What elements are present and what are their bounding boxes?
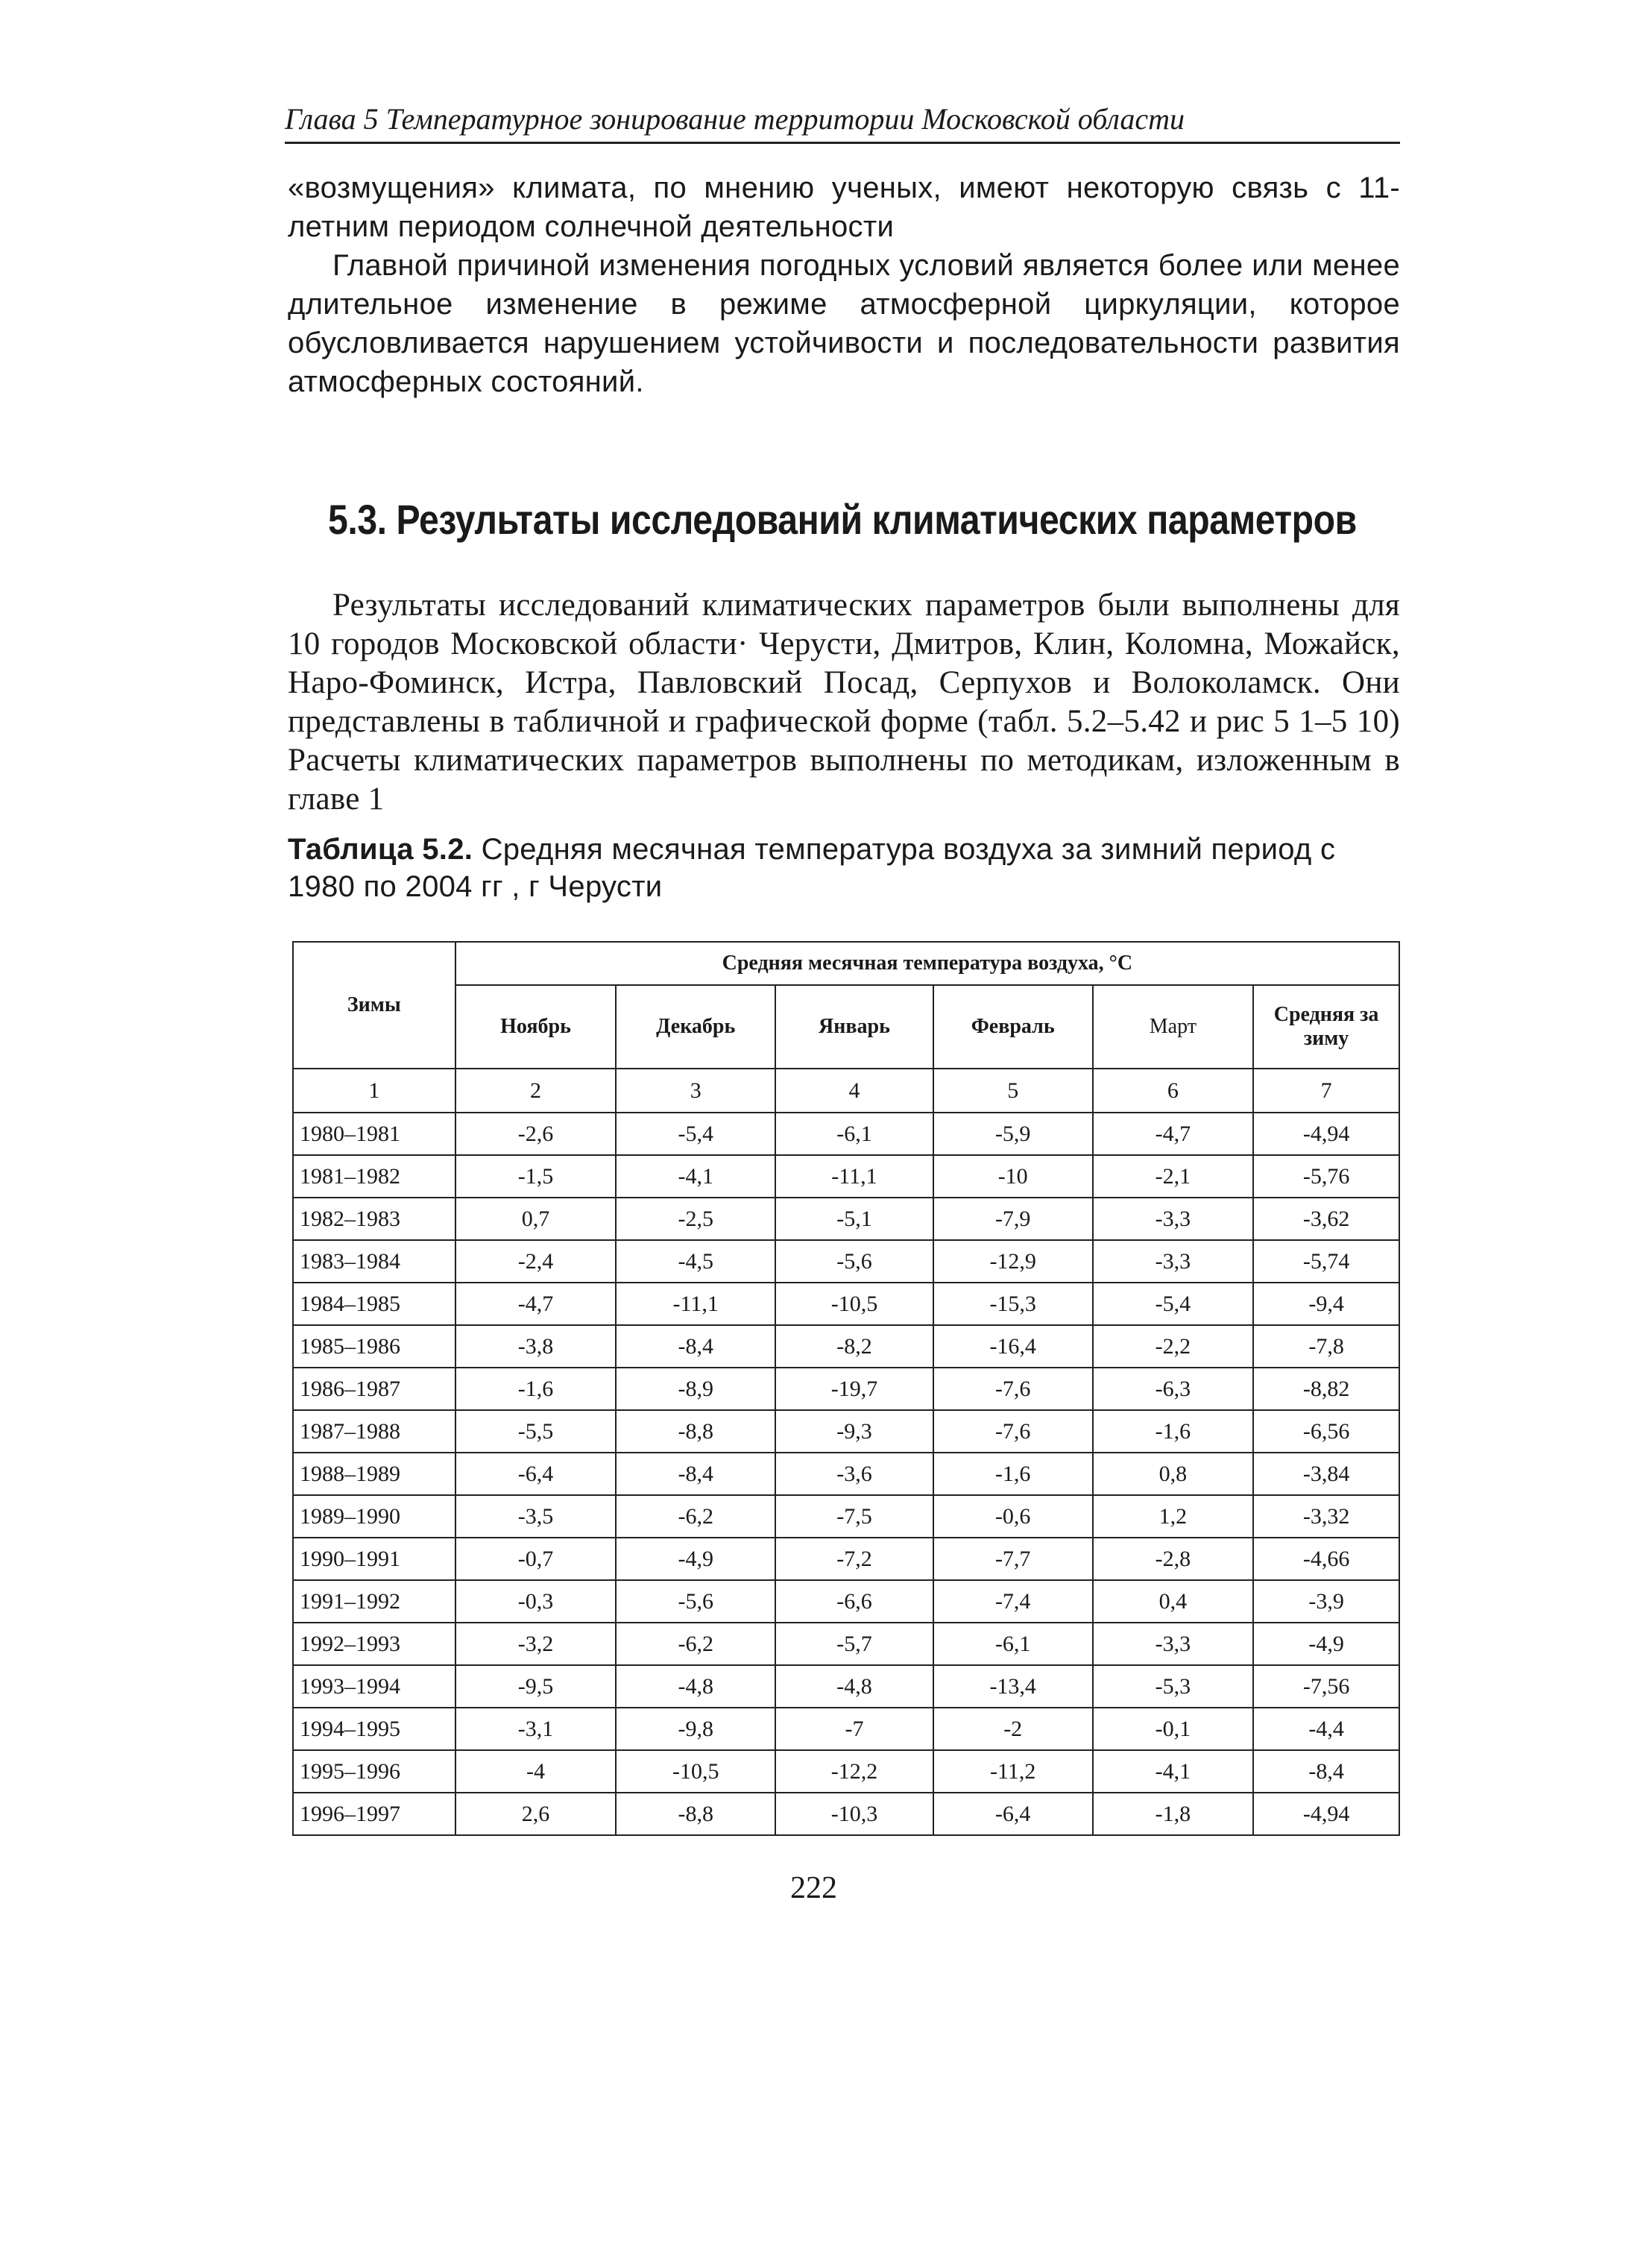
temperature-cell: -13,4 — [933, 1665, 1093, 1708]
temperature-cell: 0,4 — [1093, 1580, 1254, 1623]
winter-period-cell: 1980–1981 — [293, 1113, 455, 1155]
temperature-cell: -9,4 — [1253, 1283, 1399, 1325]
column-header: Март — [1093, 985, 1254, 1069]
temperature-cell: -9,3 — [775, 1410, 933, 1453]
table-row — [293, 1410, 1399, 1453]
temperature-cell: -3,84 — [1253, 1453, 1399, 1495]
column-header: Ноябрь — [455, 985, 617, 1069]
temperature-cell: -1,5 — [455, 1155, 617, 1198]
temperature-cell: 2,6 — [455, 1793, 617, 1835]
winter-period-cell: 1990–1991 — [293, 1538, 455, 1580]
temperature-cell: -5,4 — [1093, 1283, 1254, 1325]
temperature-cell: -4,8 — [775, 1665, 933, 1708]
temperature-cell: -2,4 — [455, 1240, 617, 1283]
table-row — [293, 1283, 1399, 1325]
winter-period-cell: 1986–1987 — [293, 1368, 455, 1410]
temperature-cell: -6,1 — [775, 1113, 933, 1155]
temperature-cell: -8,4 — [616, 1453, 775, 1495]
column-number: 3 — [616, 1069, 775, 1113]
winter-period-cell: 1988–1989 — [293, 1453, 455, 1495]
temperature-cell: -6,6 — [775, 1580, 933, 1623]
temperature-cell: -8,9 — [616, 1368, 775, 1410]
temperature-cell: -0,3 — [455, 1580, 617, 1623]
temperature-cell: -0,6 — [933, 1495, 1093, 1538]
column-number: 2 — [455, 1069, 617, 1113]
temperature-cell: -1,6 — [455, 1368, 617, 1410]
temperature-cell: 0,7 — [455, 1198, 617, 1240]
temperature-cell: -3,32 — [1253, 1495, 1399, 1538]
temperature-cell: -7,4 — [933, 1580, 1093, 1623]
temperature-cell: -4,66 — [1253, 1538, 1399, 1580]
winter-period-cell: 1987–1988 — [293, 1410, 455, 1453]
table-row — [293, 1495, 1399, 1538]
winter-period-cell: 1992–1993 — [293, 1623, 455, 1665]
table-row — [293, 1155, 1399, 1198]
temperature-cell: -8,8 — [616, 1793, 775, 1835]
intro-paragraph-1: «возмущения» климата, по мнению ученых, имеют некоторую связь с 11-летним периодом солнечной деятельности — [288, 172, 1400, 243]
temperature-cell: -5,1 — [775, 1198, 933, 1240]
temperature-cell: -8,2 — [775, 1325, 933, 1368]
winter-period-cell: 1994–1995 — [293, 1708, 455, 1750]
column-header: Средняя за зиму — [1253, 985, 1399, 1069]
winter-period-cell: 1993–1994 — [293, 1665, 455, 1708]
section-paragraph: Результаты исследований климатических параметров были выполнены для 10 городов Московской области· Черусти, Дмитров, Клин, Коломна, Можайск, Наро-Фоминск, Истра, Павловский Посад, Серпухов и Волоколамск. Они представлены в табличной и графической форме (табл. 5.2–5.42 и рис 5 1–5 10) Расчеты климатических параметров выполнены по методикам, изложенным в главе 1 — [288, 588, 1400, 817]
temperature-cell: -3,1 — [455, 1708, 617, 1750]
temperature-cell: -10,5 — [775, 1283, 933, 1325]
page-number: 222 — [790, 1871, 837, 1905]
temperature-cell: -4,9 — [616, 1538, 775, 1580]
temperature-cell: -4,5 — [616, 1240, 775, 1283]
temperature-cell: -2,5 — [616, 1198, 775, 1240]
temperature-cell: -8,8 — [616, 1410, 775, 1453]
table-row — [293, 1708, 1399, 1750]
temperature-cell: -15,3 — [933, 1283, 1093, 1325]
table-row — [293, 1368, 1399, 1410]
table-row — [293, 1750, 1399, 1793]
temperature-table — [292, 941, 1400, 1836]
temperature-cell: -11,2 — [933, 1750, 1093, 1793]
temperature-cell: -8,4 — [616, 1325, 775, 1368]
temperature-cell: -6,3 — [1093, 1368, 1254, 1410]
temperature-cell: -8,82 — [1253, 1368, 1399, 1410]
temperature-cell: 1,2 — [1093, 1495, 1254, 1538]
winter-period-cell: 1985–1986 — [293, 1325, 455, 1368]
temperature-cell: -4,94 — [1253, 1113, 1399, 1155]
temperature-cell: -8,4 — [1253, 1750, 1399, 1793]
temperature-cell: -12,2 — [775, 1750, 933, 1793]
column-number: 7 — [1253, 1069, 1399, 1113]
temperature-cell: -4,1 — [616, 1155, 775, 1198]
temperature-cell: -7,6 — [933, 1410, 1093, 1453]
column-number: 6 — [1093, 1069, 1254, 1113]
column-number: 4 — [775, 1069, 933, 1113]
section-text — [288, 586, 1400, 819]
table-caption-label: Таблица 5.2. — [288, 833, 473, 866]
column-number: 1 — [293, 1069, 455, 1113]
temperature-cell: -2,1 — [1093, 1155, 1254, 1198]
column-header: Январь — [775, 985, 933, 1069]
temperature-cell: -4,4 — [1253, 1708, 1399, 1750]
table-row — [293, 1240, 1399, 1283]
temperature-cell: -5,4 — [616, 1113, 775, 1155]
temperature-cell: -3,2 — [455, 1623, 617, 1665]
temperature-cell: 0,8 — [1093, 1453, 1254, 1495]
temperature-cell: -2,8 — [1093, 1538, 1254, 1580]
column-header: Февраль — [933, 985, 1093, 1069]
temperature-cell: -5,3 — [1093, 1665, 1254, 1708]
temperature-cell: -11,1 — [775, 1155, 933, 1198]
temperature-cell: -7,7 — [933, 1538, 1093, 1580]
temperature-cell: -2,2 — [1093, 1325, 1254, 1368]
temperature-cell: -4,1 — [1093, 1750, 1254, 1793]
temperature-cell: -3,9 — [1253, 1580, 1399, 1623]
intro-paragraph-2: Главной причиной изменения погодных условий является более или менее длительное изменение в режиме атмосферной циркуляции, которое обусловливается нарушением устойчивости и последовательности развития атмосферных состояний. — [288, 249, 1400, 398]
intro-text — [288, 169, 1400, 401]
table-row — [293, 1538, 1399, 1580]
temperature-cell: -3,62 — [1253, 1198, 1399, 1240]
winter-period-cell: 1989–1990 — [293, 1495, 455, 1538]
winter-period-cell: 1981–1982 — [293, 1155, 455, 1198]
temperature-cell: -7,5 — [775, 1495, 933, 1538]
table-row — [293, 1325, 1399, 1368]
column-number: 5 — [933, 1069, 1093, 1113]
temperature-cell: -6,1 — [933, 1623, 1093, 1665]
table-row — [293, 1453, 1399, 1495]
temperature-cell: -3,3 — [1093, 1240, 1254, 1283]
temperature-cell: -3,5 — [455, 1495, 617, 1538]
table-row — [293, 1793, 1399, 1835]
temperature-cell: -7 — [775, 1708, 933, 1750]
temperature-cell: -6,2 — [616, 1495, 775, 1538]
temperature-cell: -9,5 — [455, 1665, 617, 1708]
temperature-cell: -6,2 — [616, 1623, 775, 1665]
winter-period-cell: 1996–1997 — [293, 1793, 455, 1835]
temperature-cell: -10,5 — [616, 1750, 775, 1793]
temperature-cell: -6,56 — [1253, 1410, 1399, 1453]
temperature-cell: -1,6 — [1093, 1410, 1254, 1453]
temperature-cell: -2 — [933, 1708, 1093, 1750]
temperature-cell: -4,9 — [1253, 1623, 1399, 1665]
temperature-cell: -7,9 — [933, 1198, 1093, 1240]
table-row — [293, 1198, 1399, 1240]
temperature-cell: -3,8 — [455, 1325, 617, 1368]
temperature-cell: -7,6 — [933, 1368, 1093, 1410]
section-title: 5.3. Результаты исследований климатических параметров — [328, 496, 1357, 543]
temperature-cell: -6,4 — [933, 1793, 1093, 1835]
temperature-cell: -1,8 — [1093, 1793, 1254, 1835]
temperature-cell: -10,3 — [775, 1793, 933, 1835]
temperature-cell: -12,9 — [933, 1240, 1093, 1283]
temperature-cell: -5,7 — [775, 1623, 933, 1665]
temperature-cell: -19,7 — [775, 1368, 933, 1410]
header-group: Средняя месячная температура воздуха, °С — [455, 942, 1399, 985]
table-caption — [288, 831, 1400, 905]
temperature-cell: -5,74 — [1253, 1240, 1399, 1283]
column-header: Декабрь — [616, 985, 775, 1069]
temperature-cell: -1,6 — [933, 1453, 1093, 1495]
winter-period-cell: 1991–1992 — [293, 1580, 455, 1623]
winter-period-cell: 1995–1996 — [293, 1750, 455, 1793]
temperature-cell: -4,7 — [455, 1283, 617, 1325]
temperature-cell: -10 — [933, 1155, 1093, 1198]
temperature-cell: -7,2 — [775, 1538, 933, 1580]
running-header: Глава 5 Температурное зонирование территории Московской области — [285, 100, 1400, 144]
winter-period-cell: 1983–1984 — [293, 1240, 455, 1283]
temperature-cell: -5,6 — [775, 1240, 933, 1283]
temperature-cell: -4 — [455, 1750, 617, 1793]
temperature-cell: -5,5 — [455, 1410, 617, 1453]
table-row — [293, 1623, 1399, 1665]
temperature-cell: -9,8 — [616, 1708, 775, 1750]
temperature-cell: -5,76 — [1253, 1155, 1399, 1198]
temperature-cell: -5,6 — [616, 1580, 775, 1623]
temperature-cell: -7,8 — [1253, 1325, 1399, 1368]
temperature-cell: -6,4 — [455, 1453, 617, 1495]
winter-period-cell: 1984–1985 — [293, 1283, 455, 1325]
temperature-cell: -16,4 — [933, 1325, 1093, 1368]
temperature-cell: -2,6 — [455, 1113, 617, 1155]
temperature-cell: -0,7 — [455, 1538, 617, 1580]
temperature-cell: -3,3 — [1093, 1623, 1254, 1665]
temperature-cell: -3,3 — [1093, 1198, 1254, 1240]
temperature-cell: -7,56 — [1253, 1665, 1399, 1708]
table-row — [293, 1580, 1399, 1623]
temperature-cell: -4,8 — [616, 1665, 775, 1708]
table-row — [293, 1113, 1399, 1155]
temperature-cell: -3,6 — [775, 1453, 933, 1495]
temperature-cell: -0,1 — [1093, 1708, 1254, 1750]
table-row — [293, 1665, 1399, 1708]
temperature-cell: -4,7 — [1093, 1113, 1254, 1155]
table-caption-text: Средняя месячная температура воздуха за зимний период с 1980 по 2004 гг , г Черусти — [288, 833, 1336, 903]
temperature-cell: -4,94 — [1253, 1793, 1399, 1835]
temperature-cell: -11,1 — [616, 1283, 775, 1325]
header-winters: Зимы — [293, 942, 455, 1069]
temperature-cell: -5,9 — [933, 1113, 1093, 1155]
winter-period-cell: 1982–1983 — [293, 1198, 455, 1240]
